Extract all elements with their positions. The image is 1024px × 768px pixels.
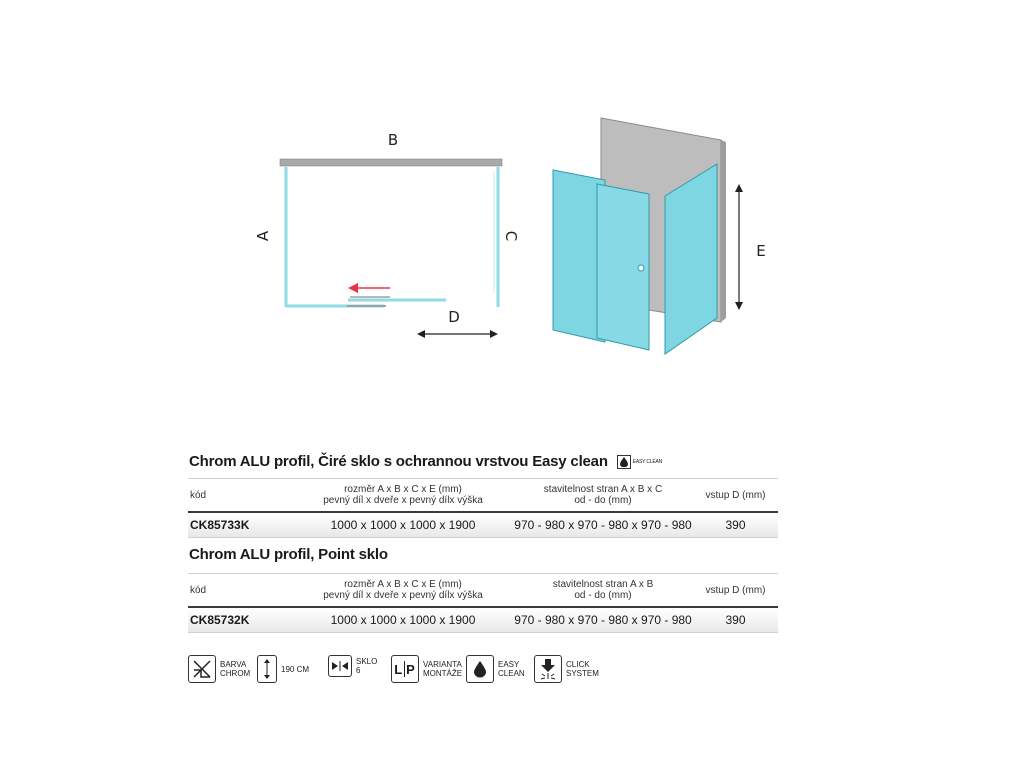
- spec-table-1: [188, 478, 778, 538]
- right-fixed-panel: [665, 164, 717, 354]
- click-system-icon: [534, 655, 562, 683]
- header-code: kód: [190, 489, 207, 501]
- product-code: CK85733K: [190, 517, 250, 532]
- legend-click-system: CLICK SYSTEM: [534, 655, 599, 683]
- header-code: kód: [190, 584, 207, 596]
- section-title-easy-clean: Chrom ALU profil, Čiré sklo s ochrannou vrstvou Easy clean EASY CLEAN: [189, 453, 663, 470]
- water-drop-icon: [466, 655, 494, 683]
- easy-clean-badge: [617, 455, 663, 469]
- adjustment-value: 970 - 980 x 970 - 980 x 970 - 980: [514, 612, 692, 627]
- label-b: B: [387, 131, 399, 149]
- dimensions-value: 1000 x 1000 x 1000 x 1900: [330, 612, 476, 627]
- back-wall-side: [721, 140, 726, 322]
- entry-value: 390: [725, 612, 746, 627]
- shower-3d-illustration: [545, 112, 785, 362]
- height-text: 190 CM: [281, 664, 310, 674]
- dimension-e-arrow: [735, 184, 743, 310]
- header-dimensions: rozměr A x B x C x E (mm) pevný díl x dveře x pevný dílx výška: [323, 579, 483, 601]
- table-header: [188, 573, 778, 608]
- label-a: A: [254, 230, 272, 242]
- spec-table-2: [188, 573, 778, 633]
- section-title-point: Chrom ALU profil, Point sklo: [189, 546, 388, 563]
- dimension-d-arrow: [417, 330, 498, 338]
- legend-easy-clean: EASY CLEAN: [466, 655, 525, 683]
- header-entry: vstup D (mm): [705, 584, 766, 596]
- label-d: D: [448, 308, 460, 326]
- dimensions-value: 1000 x 1000 x 1000 x 1900: [330, 517, 476, 532]
- header-dimensions: rozměr A x B x C x E (mm) pevný díl x dveře x pevný dílx výška: [323, 484, 483, 506]
- water-drop-icon: [617, 455, 631, 469]
- header-entry: vstup D (mm): [705, 489, 766, 501]
- height-arrow-icon: [257, 655, 277, 683]
- label-e: E: [756, 242, 766, 260]
- header-adjustment: stavitelnost stran A x B x C od - do (mm): [543, 484, 663, 506]
- profile-color-icon: [188, 655, 216, 683]
- adjustment-value: 970 - 980 x 970 - 980 x 970 - 980: [514, 517, 692, 532]
- legend-height: [257, 655, 309, 683]
- legend-glass: SKLO 6: [328, 655, 377, 677]
- entry-value: 390: [725, 517, 746, 532]
- top-profile: [280, 159, 502, 166]
- glass-thickness-icon: [328, 655, 352, 677]
- table-header: [188, 478, 778, 513]
- easy-clean-badge-text: EASY CLEAN: [632, 458, 663, 465]
- product-code: CK85732K: [190, 612, 250, 627]
- door-knob: [638, 265, 644, 271]
- floor-plan-diagram: [250, 125, 520, 345]
- label-c: C: [502, 230, 520, 242]
- legend-mounting: L P VARIANTA MONTÁŽE: [391, 655, 462, 683]
- mounting-variant-icon: L P: [391, 655, 419, 683]
- header-adjustment: stavitelnost stran A x B od - do (mm): [552, 579, 654, 601]
- legend-color: BARVA CHROM: [188, 655, 250, 683]
- table-row: [188, 608, 778, 633]
- table-row: [188, 513, 778, 538]
- opening-arrow: [348, 283, 390, 293]
